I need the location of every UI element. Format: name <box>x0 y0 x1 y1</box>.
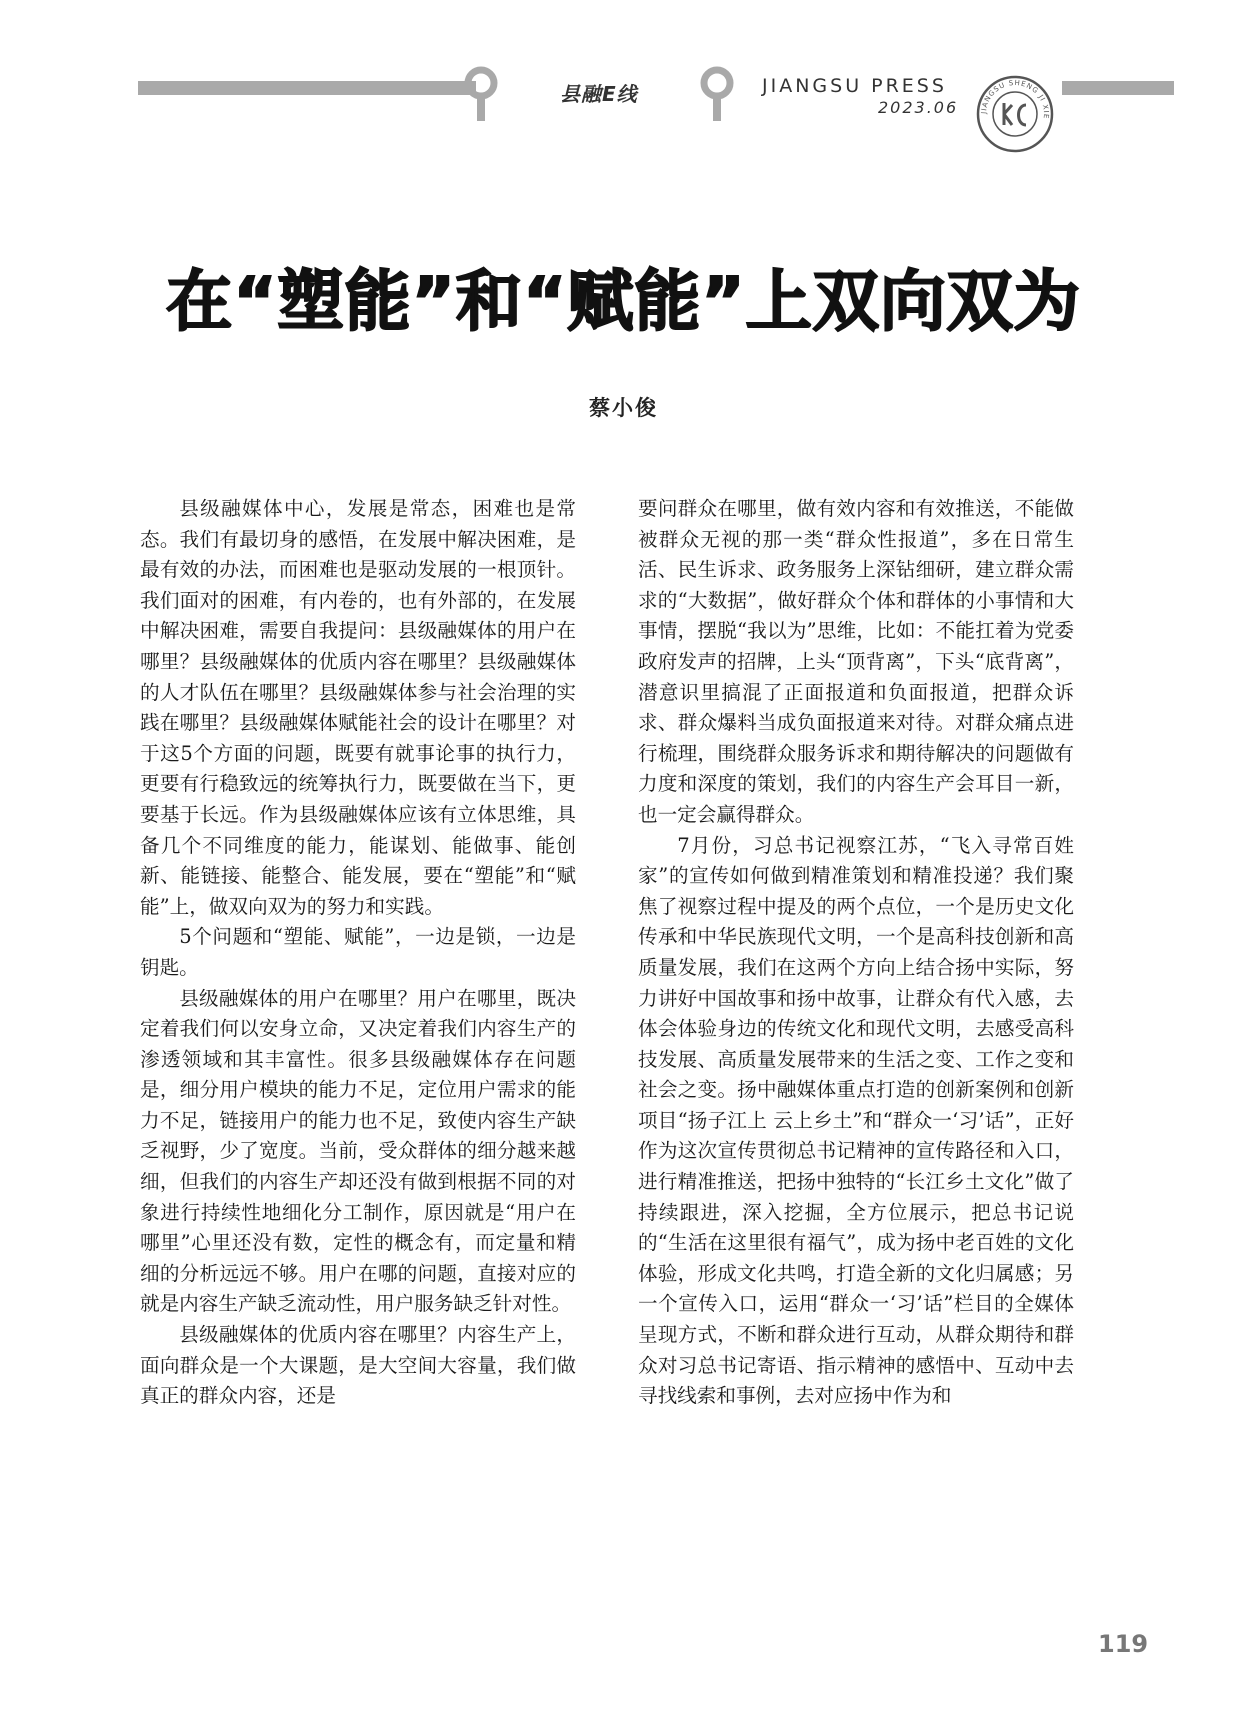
column-name: 县融E线 <box>560 82 638 106</box>
paragraph: 县级融媒体的优质内容在哪里？内容生产上，面向群众是一个大课题，是大空间大容量，我们做真正的群众内容，还是 <box>140 1323 576 1408</box>
press-name: JIANGSU PRESS <box>762 75 947 97</box>
svg-text:JIANGSU SHENG JI XIE: JIANGSU SHENG JI XIE <box>979 78 1051 120</box>
header-rule-left <box>138 81 476 95</box>
article-title: 在“塑能”和“赋能”上双向双为 <box>166 263 1081 340</box>
association-seal-icon <box>976 75 1054 153</box>
location-pin-icon <box>700 66 734 122</box>
paragraph: 7月份，习总书记视察江苏，“飞入寻常百姓家”的宣传如何做到精准策划和精准投递？我们聚焦了视察过程中提及的两个点位，一个是历史文化传承和中华民族现代文明，一个是高科技创新和高质量发展，我们在这两个方向上结合扬中实际，努力讲好中国故事和扬中故事，让群众有代入感，去体会体验身边的传统文化和现代文明，去感受高科技发展、高质量发展带来的生活之变、工作之变和社会之变。扬中融媒体重点打造的创新案例和创新项目“扬子江上 云上乡土”和“群众一‘习’话”，正好作为这次宣传贯彻总书记精神的宣传路径和入口，进行精准推送，把扬中独特的“长江乡土文化”做了持续跟进，深入挖掘，全方位展示，把总书记说的“生活在这里很有福气”，成为扬中老百姓的文化体验，形成文化共鸣，打造全新的文化归属感；另一个宣传入口，运用“群众一‘习’话”栏目的全媒体呈现方式，不断和群众进行互动，从群众期待和群众对习总书记寄语、指示精神的感悟中、互动中去寻找线索和事例，去对应扬中作为和 <box>638 833 1074 1408</box>
article-author: 蔡小俊 <box>589 396 658 420</box>
paragraph: 5个问题和“塑能、赋能”，一边是锁，一边是钥匙。 <box>140 925 576 979</box>
body-column-left <box>140 494 576 1412</box>
paragraph: 要问群众在哪里，做有效内容和有效推送，不能做被群众无视的那一类“群众性报道”，多在日常生活、民生诉求、政务服务上深钻细研，建立群众需求的“大数据”，做好群众个体和群体的小事情和大事情，摆脱“我以为”思维，比如：不能扛着为党委政府发声的招牌，上头“顶背离”，下头“底背离”，潜意识里搞混了正面报道和负面报道，把群众诉求、群众爆料当成负面报道来对待。对群众痛点进行梳理，围绕群众服务诉求和期待解决的问题做有力度和深度的策划，我们的内容生产会耳目一新，也一定会赢得群众。 <box>638 497 1074 826</box>
running-header <box>0 0 1247 130</box>
location-pin-icon <box>464 66 498 122</box>
header-rule-right <box>1062 81 1174 95</box>
issue-number: 2023.06 <box>878 98 959 117</box>
paragraph: 县级融媒体的用户在哪里？用户在哪里，既决定着我们何以安身立命，又决定着我们内容生产的渗透领域和其丰富性。很多县级融媒体存在问题是，细分用户模块的能力不足，定位用户需求的能力不足，链接用户的能力也不足，致使内容生产缺乏视野，少了宽度。当前，受众群体的细分越来越细，但我们的内容生产却还没有做到根据不同的对象进行持续性地细化分工制作，原因就是“用户在哪里”心里还没有数，定性的概念有，而定量和精细的分析远远不够。用户在哪的问题，直接对应的就是内容生产缺乏流动性，用户服务缺乏针对性。 <box>140 986 576 1316</box>
body-column-right <box>638 494 1074 1412</box>
paragraph: 县级融媒体中心，发展是常态，困难也是常态。我们有最切身的感悟，在发展中解决困难，是最有效的办法，而困难也是驱动发展的一根顶针。我们面对的困难，有内卷的，也有外部的，在发展中解决困难，需要自我提问：县级融媒体的用户在哪里？县级融媒体的优质内容在哪里？县级融媒体的人才队伍在哪里？县级融媒体参与社会治理的实践在哪里？县级融媒体赋能社会的设计在哪里？对于这5个方面的问题，既要有就事论事的执行力，更要有行稳致远的统筹执行力，既要做在当下，更要基于长远。作为县级融媒体应该有立体思维，具备几个不同维度的能力，能谋划、能做事、能创新、能链接、能整合、能发展，要在“塑能”和“赋能”上，做双向双为的努力和实践。 <box>140 497 576 918</box>
page-number: 119 <box>1098 1630 1149 1658</box>
